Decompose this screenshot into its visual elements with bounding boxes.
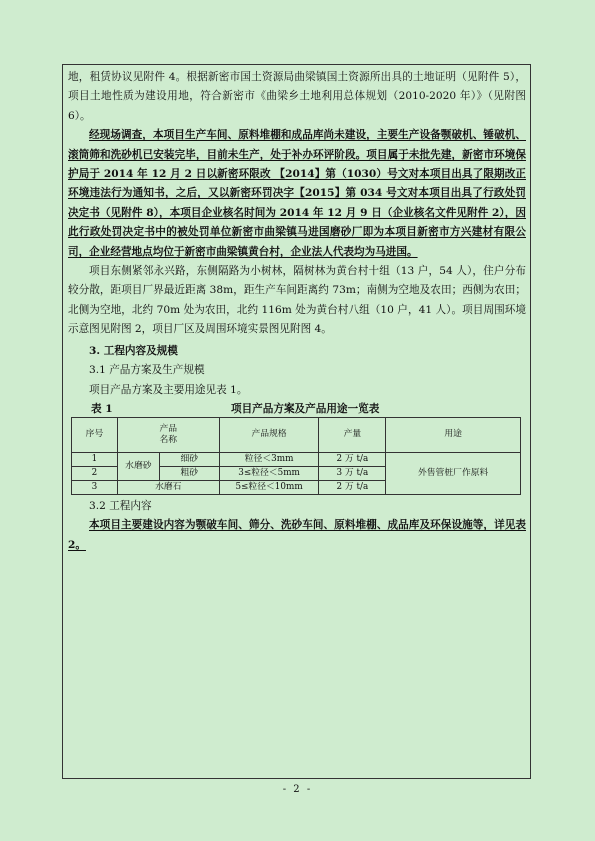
cell-seq: 1 — [72, 452, 118, 466]
paragraph-investigation: 经现场调查，本项目生产车间、原料堆棚和成品库尚未建设，主要生产设备颚破机、锤破机、滚筒筛和洗砂机已安装完毕，目前未生产，处于补办环评阶段。项目属于未批先建，新密市环境保护局于 2014 年 12 月 2 日以新密环限改 【2014】第（1030）号文对本项目出具了限期改正环境违法行为通知书，之后，又以新密环罚决字【2015】第 034 号文对本项目出具了行政处罚决定书（见附件 8），本项目企业核名时间为 2014 年 12 月 9 日（企业核名文件见附件 2），因此行政处罚决定书中的被处罚单位新密市曲梁镇马进国磨砂厂即为本项目新密市方兴建材有限公司，企业经营地点均位于新密市曲梁镇黄台村，企业法人代表均为马进国。 — [68, 129, 526, 258]
table-row — [72, 452, 521, 466]
header-use: 用途 — [386, 417, 521, 452]
cell-output: 3 万 t/a — [319, 466, 386, 480]
cell-use: 外售管桩厂作原料 — [386, 452, 521, 494]
section-heading-3-1: 3.1 产品方案及生产规模 — [89, 364, 205, 377]
cell-spec: 5≤粒径＜10mm — [219, 480, 319, 494]
cell-output: 2 万 t/a — [319, 452, 386, 466]
paragraph-land: 地，租赁协议见附件 4。根据新密市国土资源局曲梁镇国土资源所出具的土地证明（见附件 5），项目土地性质为建设用地，符合新密市《曲梁乡土地利用总体规划（2010-2020 年）》（见附图 6）。 — [68, 71, 526, 122]
table-caption — [68, 401, 526, 417]
header-product-line1: 产品 — [159, 423, 178, 434]
table-title: 项目产品方案及产品用途一览表 — [231, 402, 380, 415]
cell-subname: 粗砂 — [159, 466, 219, 480]
product-table — [71, 417, 521, 495]
cell-subname: 细砂 — [159, 452, 219, 466]
cell-seq: 3 — [72, 480, 118, 494]
cell-name: 水磨石 — [117, 480, 219, 494]
header-product — [117, 417, 219, 452]
header-spec: 产品规格 — [219, 417, 319, 452]
section-heading-3: 3. 工程内容及规模 — [89, 344, 178, 357]
header-output: 产量 — [319, 417, 386, 452]
paragraph-surroundings: 项目东侧紧邻永兴路，东侧隔路为小树林，隔树林为黄台村十组（13 户，54 人），住户分布较分散，距项目厂界最近距离 38m，距生产车间距离约 73m；南侧为空地及农田；西侧为农田；北侧为空地，北约 70m 处为农田，北约 116m 处为黄台村八组（10 户，41 人）。项目周围环境示意图见附图 2，项目厂区及周围环境实景图见附图 4。 — [68, 265, 526, 336]
header-product-line2: 名称 — [159, 434, 178, 445]
table-number: 表 1 — [91, 402, 113, 415]
cell-output: 2 万 t/a — [319, 480, 386, 494]
cell-group-name: 水磨砂 — [117, 452, 159, 480]
page-number: - 2 - — [282, 784, 313, 795]
document-body — [68, 68, 526, 555]
cell-spec: 粒径＜3mm — [219, 452, 319, 466]
section-heading-3-2: 3.2 工程内容 — [89, 499, 152, 512]
paragraph-construction: 本项目主要建设内容为颚破车间、筛分、洗砂车间、原料堆棚、成品库及环保设施等，详见表 2。 — [68, 519, 526, 551]
table-intro: 项目产品方案及主要用途见表 1。 — [89, 383, 248, 396]
header-seq: 序号 — [72, 417, 118, 452]
cell-seq: 2 — [72, 466, 118, 480]
table-header-row — [72, 417, 521, 452]
cell-spec: 3≤粒径＜5mm — [219, 466, 319, 480]
